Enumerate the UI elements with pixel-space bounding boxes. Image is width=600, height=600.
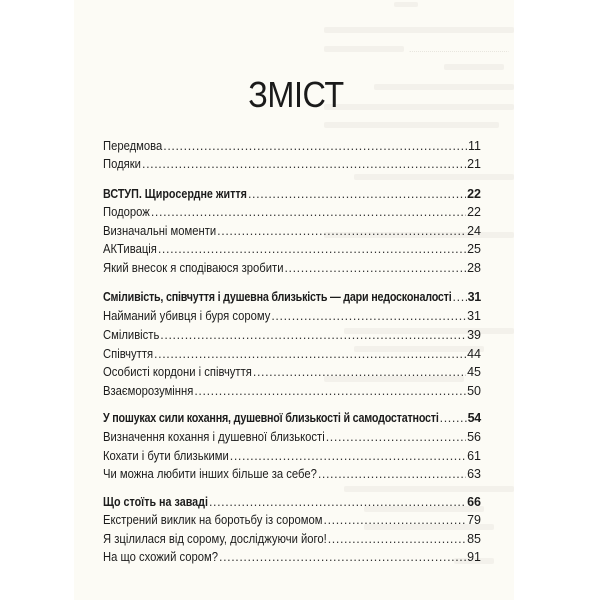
toc-entry-title: Визначальні моменти	[103, 224, 217, 238]
dot-leader	[253, 365, 466, 379]
toc-entry-title: Співчуття	[103, 347, 154, 361]
toc-entry-page: 21	[467, 157, 481, 171]
toc-entry-title: Особисті кордони і співчуття	[103, 365, 252, 379]
toc-entry-page: 39	[467, 328, 481, 342]
dot-leader	[324, 513, 467, 527]
toc-entry[interactable]	[103, 546, 481, 564]
bleed-through-mark	[394, 2, 418, 7]
dot-leader	[271, 309, 466, 323]
toc-entry-title: Визначення кохання і душевної близькості	[103, 430, 325, 444]
toc-entry-page: 24	[467, 224, 481, 238]
dot-leader	[248, 187, 466, 201]
toc-chapter[interactable]	[103, 491, 481, 509]
toc-entry[interactable]	[103, 426, 481, 444]
toc-entry-title: Чи можна любити інших більше за себе?	[103, 467, 317, 481]
toc-entry[interactable]	[103, 153, 481, 171]
dot-leader	[142, 157, 466, 171]
dot-leader	[209, 495, 466, 509]
bleed-through-mark	[324, 122, 499, 128]
bleed-through-mark	[409, 51, 509, 53]
toc-entry-title: Подорож	[103, 205, 150, 219]
toc-entry[interactable]	[103, 220, 481, 238]
toc-chapter[interactable]	[103, 183, 481, 201]
toc-entry-page: 31	[467, 309, 481, 323]
bleed-through-mark	[444, 64, 504, 70]
dot-leader	[217, 224, 466, 238]
toc-entry-page: 28	[467, 261, 481, 275]
toc-entry-page: 56	[467, 430, 481, 444]
toc-entry-page: 63	[467, 467, 481, 481]
toc-entry-page: 85	[467, 532, 481, 546]
toc-entry-page: 91	[467, 550, 481, 564]
toc-entry[interactable]	[103, 361, 481, 379]
dot-leader	[163, 139, 467, 153]
toc-entry[interactable]	[103, 238, 481, 256]
dot-leader	[230, 449, 466, 463]
toc-entry[interactable]	[103, 324, 481, 342]
toc-chapter-page: 54	[467, 411, 481, 425]
dot-leader	[318, 467, 466, 481]
toc-entry-page: 44	[467, 347, 481, 361]
toc-entry[interactable]	[103, 343, 481, 361]
toc-chapter[interactable]	[103, 407, 481, 425]
dot-leader	[328, 532, 466, 546]
bleed-through-mark	[324, 27, 514, 33]
toc-entry-page: 11	[468, 139, 481, 153]
dot-leader	[151, 205, 466, 219]
toc-entry-title: Взаєморозуміння	[103, 384, 194, 398]
toc-entry[interactable]	[103, 463, 481, 481]
toc-entry-title: Я зцілилася від сорому, досліджуючи його!	[103, 532, 327, 546]
toc-entry-page: 50	[467, 384, 481, 398]
bleed-through-mark	[324, 46, 404, 52]
toc-entry-page: 22	[467, 205, 481, 219]
toc-entry-title: Екстрений виклик на боротьбу із соромом	[103, 513, 323, 527]
toc-entry-page: 25	[467, 242, 481, 256]
toc-chapter[interactable]	[103, 286, 481, 304]
page-title: ЗМІСТ	[248, 74, 344, 115]
dot-leader	[284, 261, 466, 275]
toc-entry[interactable]	[103, 305, 481, 323]
bleed-through-mark	[354, 174, 514, 180]
toc-chapter-title: Що стоїть на заваді	[103, 495, 208, 509]
toc-chapter-title: Сміливість, співчуття і душевна близькість — дари недосконалості	[103, 290, 452, 304]
toc-entry[interactable]	[103, 528, 481, 546]
toc-chapter-page: 22	[467, 187, 481, 201]
dot-leader	[158, 242, 466, 256]
toc-entry[interactable]	[103, 201, 481, 219]
toc-entry-title: АКТивація	[103, 242, 157, 256]
dot-leader	[440, 411, 467, 425]
toc-entry-page: 45	[467, 365, 481, 379]
dot-leader	[326, 430, 466, 444]
toc-entry-title: Сміливість	[103, 328, 160, 342]
toc-entry[interactable]	[103, 445, 481, 463]
dot-leader	[453, 290, 467, 304]
toc-entry[interactable]	[103, 257, 481, 275]
toc-entry-title: На що схожий сором?	[103, 550, 219, 564]
toc-chapter-page: 31	[467, 290, 481, 304]
toc-entry[interactable]	[103, 380, 481, 398]
toc-entry-title: Передмова	[103, 139, 163, 153]
dot-leader	[194, 384, 466, 398]
toc-chapter-page: 66	[467, 495, 481, 509]
toc-entry-page: 61	[467, 449, 481, 463]
toc-entry-page: 79	[467, 513, 481, 527]
toc-entry-title: Який внесок я сподіваюся зробити	[103, 261, 284, 275]
toc-chapter-title: У пошуках сили кохання, душевної близькості й самодостатності	[103, 411, 439, 425]
toc-entry-title: Подяки	[103, 157, 141, 171]
dot-leader	[219, 550, 466, 564]
dot-leader	[154, 347, 466, 361]
toc-entry-title: Найманий убивця і буря сорому	[103, 309, 271, 323]
toc-entry-title: Кохати і бути близькими	[103, 449, 229, 463]
toc-entry[interactable]	[103, 135, 481, 153]
toc-chapter-title: ВСТУП. Щиросердне життя	[103, 187, 247, 201]
dot-leader	[160, 328, 466, 342]
toc-entry[interactable]	[103, 509, 481, 527]
